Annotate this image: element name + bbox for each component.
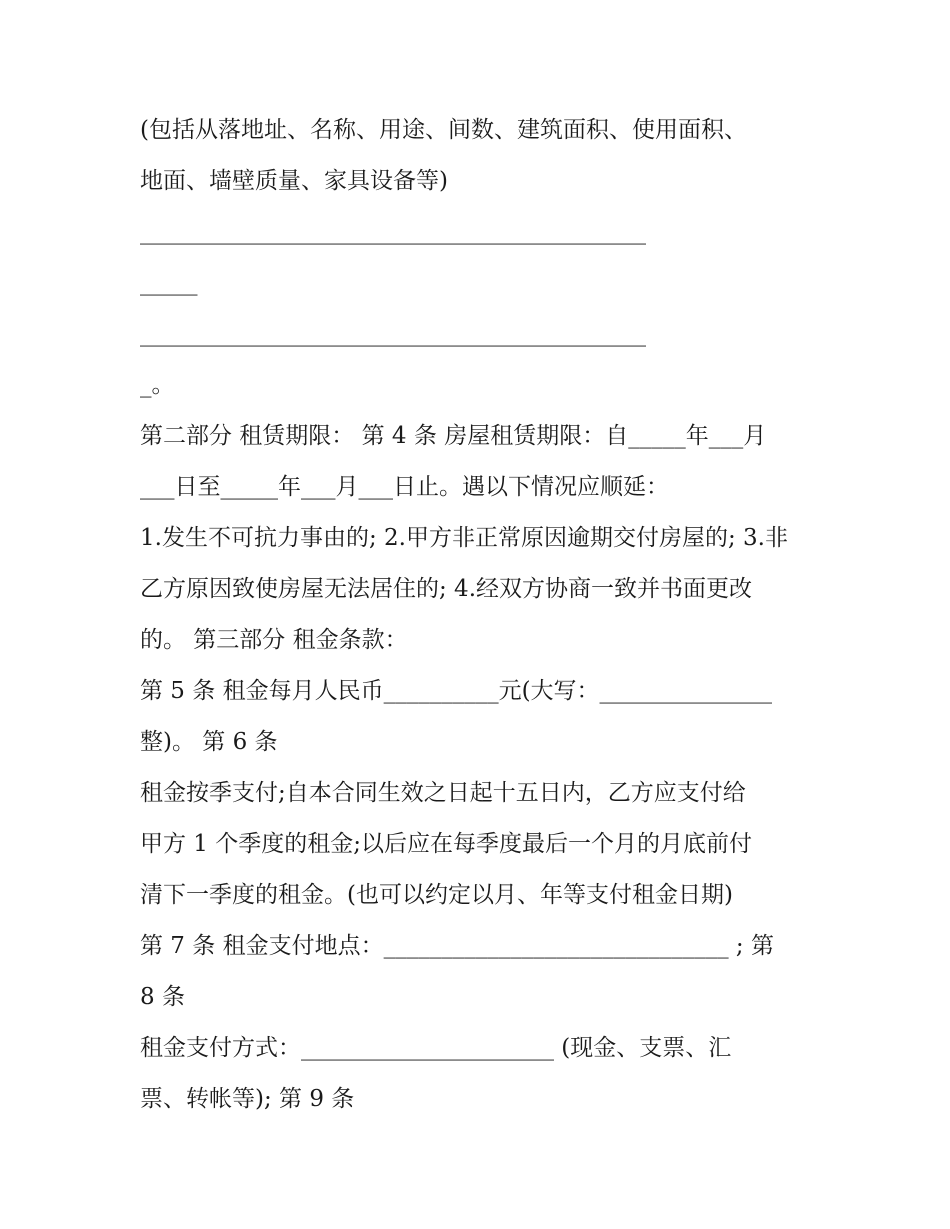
- article-5-line-1: 第 5 条 租金每月人民币__________元(大写：_______________: [140, 678, 773, 704]
- article-5-line-2: 整)。 第 6 条: [140, 729, 278, 755]
- text-line-2: 地面、墙壁质量、家具设备等): [140, 168, 448, 194]
- contract-text-body: [140, 105, 810, 1125]
- lease-term-line-2: ___日至_____年___月___日止。遇以下情况应顺延：: [140, 474, 669, 500]
- article-7-line: 第 7 条 租金支付地点：______________________________ ; 第: [140, 933, 774, 959]
- article-8-line-1: 租金支付方式：______________________ (现金、支票、汇: [140, 1035, 732, 1061]
- article-8-heading: 8 条: [140, 984, 185, 1010]
- blank-line-2: ____________________________________________: [140, 321, 646, 347]
- article-6-line-3: 清下一季度的租金。(也可以约定以月、年等支付租金日期): [140, 882, 733, 908]
- blank-line-2-end: _。: [140, 372, 175, 398]
- article-6-line-1: 租金按季支付;自本合同生效之日起十五日内，乙方应支付给: [140, 780, 746, 806]
- text-line-1: (包括从落地址、名称、用途、间数、建筑面积、使用面积、: [140, 117, 747, 143]
- article-8-line-2: 票、转帐等); 第 9 条: [140, 1086, 355, 1112]
- lease-term-line-1: 第二部分 租赁期限： 第 4 条 房屋租赁期限：自_____年___月: [140, 423, 767, 449]
- extension-conditions-line-1: 1.发生不可抗力事由的; 2.甲方非正常原因逾期交付房屋的; 3.非: [140, 525, 788, 551]
- extension-conditions-line-2: 乙方原因致使房屋无法居住的; 4.经双方协商一致并书面更改: [140, 576, 753, 602]
- blank-line-1-continued: _____: [140, 270, 198, 296]
- article-6-line-2: 甲方 1 个季度的租金;以后应在每季度最后一个月的月底前付: [140, 831, 753, 857]
- blank-line-1: ____________________________________________: [140, 219, 646, 245]
- rent-section-heading: 的。 第三部分 租金条款：: [140, 627, 408, 653]
